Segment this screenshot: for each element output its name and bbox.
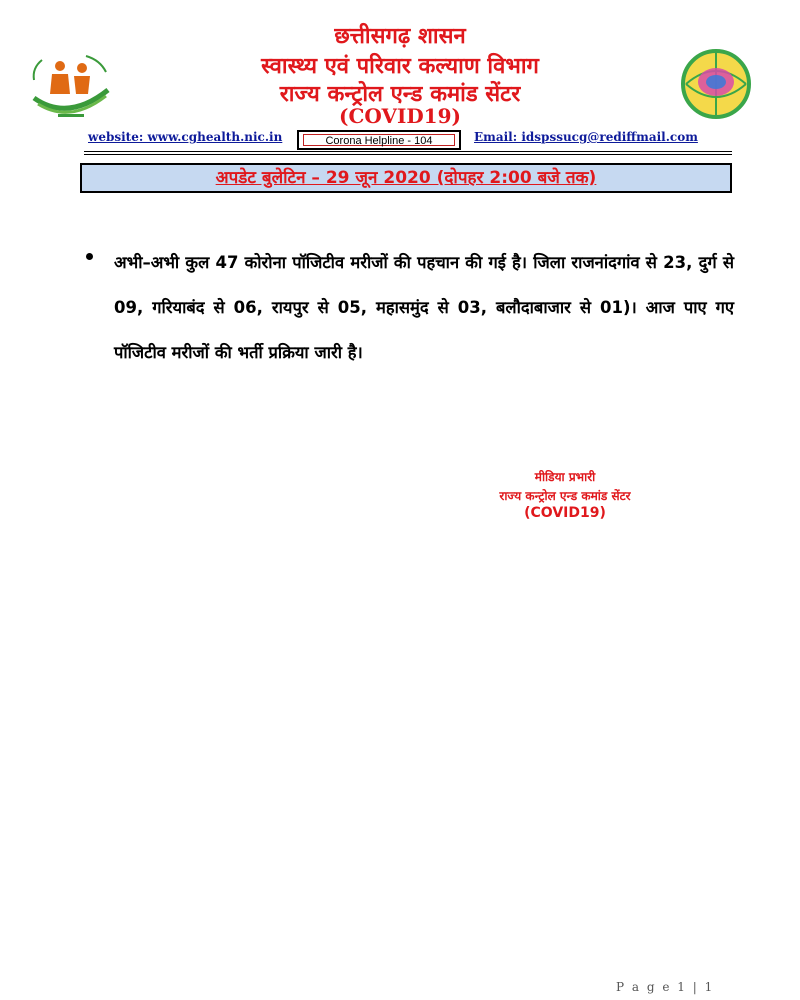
center-title: राज्य कन्ट्रोल एन्ड कमांड सेंटर xyxy=(279,82,521,107)
bulletin-banner xyxy=(80,163,732,193)
list-item: अभी–अभी कुल 47 कोरोना पॉजिटीव मरीजों की पहचान की गई है। जिला राजनांदगांव से 23, दुर्ग से 09, गरियाबंद से 06, रायपुर से 05, महासमुंद से 03, बलौदाबाजार से 01)। आज पाए गए पॉजिटीव मरीजों की भर्ती प्रक्रिया जारी है। xyxy=(114,253,734,362)
signature-program: (COVID19) xyxy=(524,505,606,521)
page-number: P a g e 1 | 1 xyxy=(616,980,715,994)
header-divider xyxy=(84,151,732,152)
department-title: स्वास्थ्य एवं परिवार कल्याण विभाग xyxy=(261,54,539,79)
header-divider-secondary xyxy=(84,154,732,155)
website-link[interactable]: website: www.cghealth.nic.in xyxy=(88,130,283,144)
government-title: छत्तीसगढ़ शासन xyxy=(334,24,466,49)
bulletin-title: अपडेट बुलेटिन – 29 जून 2020 (दोपहर 2:00 बजे तक) xyxy=(215,168,597,188)
helpline-label: Corona Helpline - 104 xyxy=(303,134,455,146)
helpline-box xyxy=(297,130,461,150)
covid-title: (COVID19) xyxy=(339,104,461,128)
signature-office: राज्य कन्ट्रोल एन्ड कमांड सेंटर xyxy=(499,489,631,503)
bullet-icon xyxy=(86,253,93,260)
signature-role: मीडिया प्रभारी xyxy=(534,470,596,484)
email-link[interactable]: Email: idspssucg@rediffmail.com xyxy=(474,130,698,144)
